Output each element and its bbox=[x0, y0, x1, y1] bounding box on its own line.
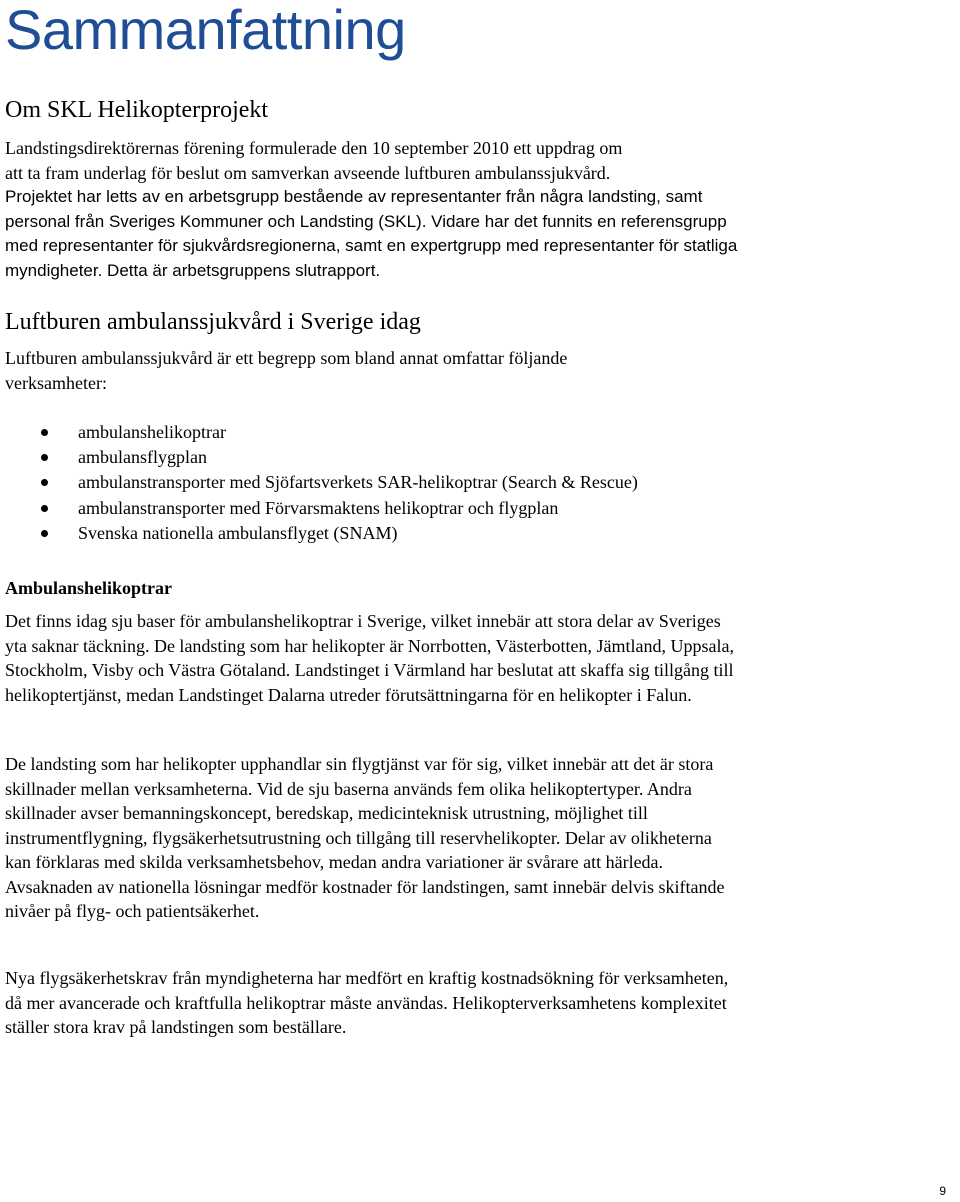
list-item: ambulanstransporter med Sjöfartsverkets SAR-helikoptrar (Search & Rescue) bbox=[5, 470, 735, 495]
services-list bbox=[5, 420, 735, 546]
section1-paragraph bbox=[5, 136, 738, 283]
section-heading-ambulanshelikoptrar: Ambulanshelikoptrar bbox=[5, 578, 173, 598]
section-heading-om-skl: Om SKL Helikopterprojekt bbox=[5, 97, 269, 123]
section3-paragraph-3: Nya flygsäkerhetskrav från myndigheterna har medfört en kraftig kostnadsökning för verksamheten, då mer avancerade och kraftfulla helikoptrar måste användas. Helikopterverksamhetens komplexitet ställer stora krav på landstingen som beställare. bbox=[5, 968, 729, 1037]
list-item: Svenska nationella ambulansflyget (SNAM) bbox=[5, 521, 735, 546]
section-heading-luftburen: Luftburen ambulanssjukvård i Sverige idag bbox=[5, 309, 421, 335]
bullet-icon bbox=[41, 479, 48, 486]
section3-paragraph-2: De landsting som har helikopter upphandlar sin flygtjänst var för sig, vilket innebär att det är stora skillnader mellan verksamheterna. Vid de sju baserna används fem olika helikoptertyper. Andra skillnader avser bemanningskoncept, beredskap, medicinteknisk utrustning, möjlighet till instrumentflygning, flygsäkerhetsutrustning och tillgång till reservhelikopter. Delar av olikheterna kan förklaras med skilda verksamhetsbehov, medan andra variationer är svårare att härleda. Avsaknaden av nationella lösningar medför kostnader för landstingen, samt innebär delvis skiftande nivåer på flyg- och patientsäkerhet. bbox=[5, 754, 725, 921]
section2-intro: Luftburen ambulanssjukvård är ett begrepp som bland annat omfattar följande verksamheter: bbox=[5, 348, 568, 393]
bullet-icon bbox=[41, 454, 48, 461]
section1-line2: att ta fram underlag för beslut om samverkan avseende luftburen ambulanssjukvård. bbox=[5, 162, 611, 183]
section1-sans-text: Projektet har letts av en arbetsgrupp bestående av representanter från några landsting, samt personal från Sveriges Kommuner och Landsting (SKL). Vidare har det funnits en referensgrupp med representanter för sjukvårdsregionerna, samt en expertgrupp med representanter för statliga myndigheter. Detta är arbetsgruppens slutrapport. bbox=[5, 187, 738, 280]
list-item: ambulansflygplan bbox=[5, 445, 735, 470]
bullet-icon bbox=[41, 530, 48, 537]
section3-paragraph-1: Det finns idag sju baser för ambulanshelikoptrar i Sverige, vilket innebär att stora delar av Sveriges yta saknar täckning. De landsting som har helikopter är Norrbotten, Västerbotten, Jämtland, Uppsala, Stockholm, Visby och Västra Götaland. Landstinget i Värmland har beslutat att skaffa sig tillgång till helikoptertjänst, medan Landstinget Dalarna utreder förutsättningarna för en helikopter i Falun. bbox=[5, 611, 734, 705]
section1-line1: Landstingsdirektörernas förening formulerade den 10 september 2010 ett uppdrag om bbox=[5, 138, 623, 158]
page-number: 9 bbox=[939, 1184, 946, 1198]
bullet-icon bbox=[41, 429, 48, 436]
list-item: ambulanstransporter med Förvarsmaktens helikoptrar och flygplan bbox=[5, 496, 735, 521]
bullet-icon bbox=[41, 505, 48, 512]
page-title: Sammanfattning bbox=[5, 0, 406, 61]
list-item: ambulanshelikoptrar bbox=[5, 420, 735, 445]
